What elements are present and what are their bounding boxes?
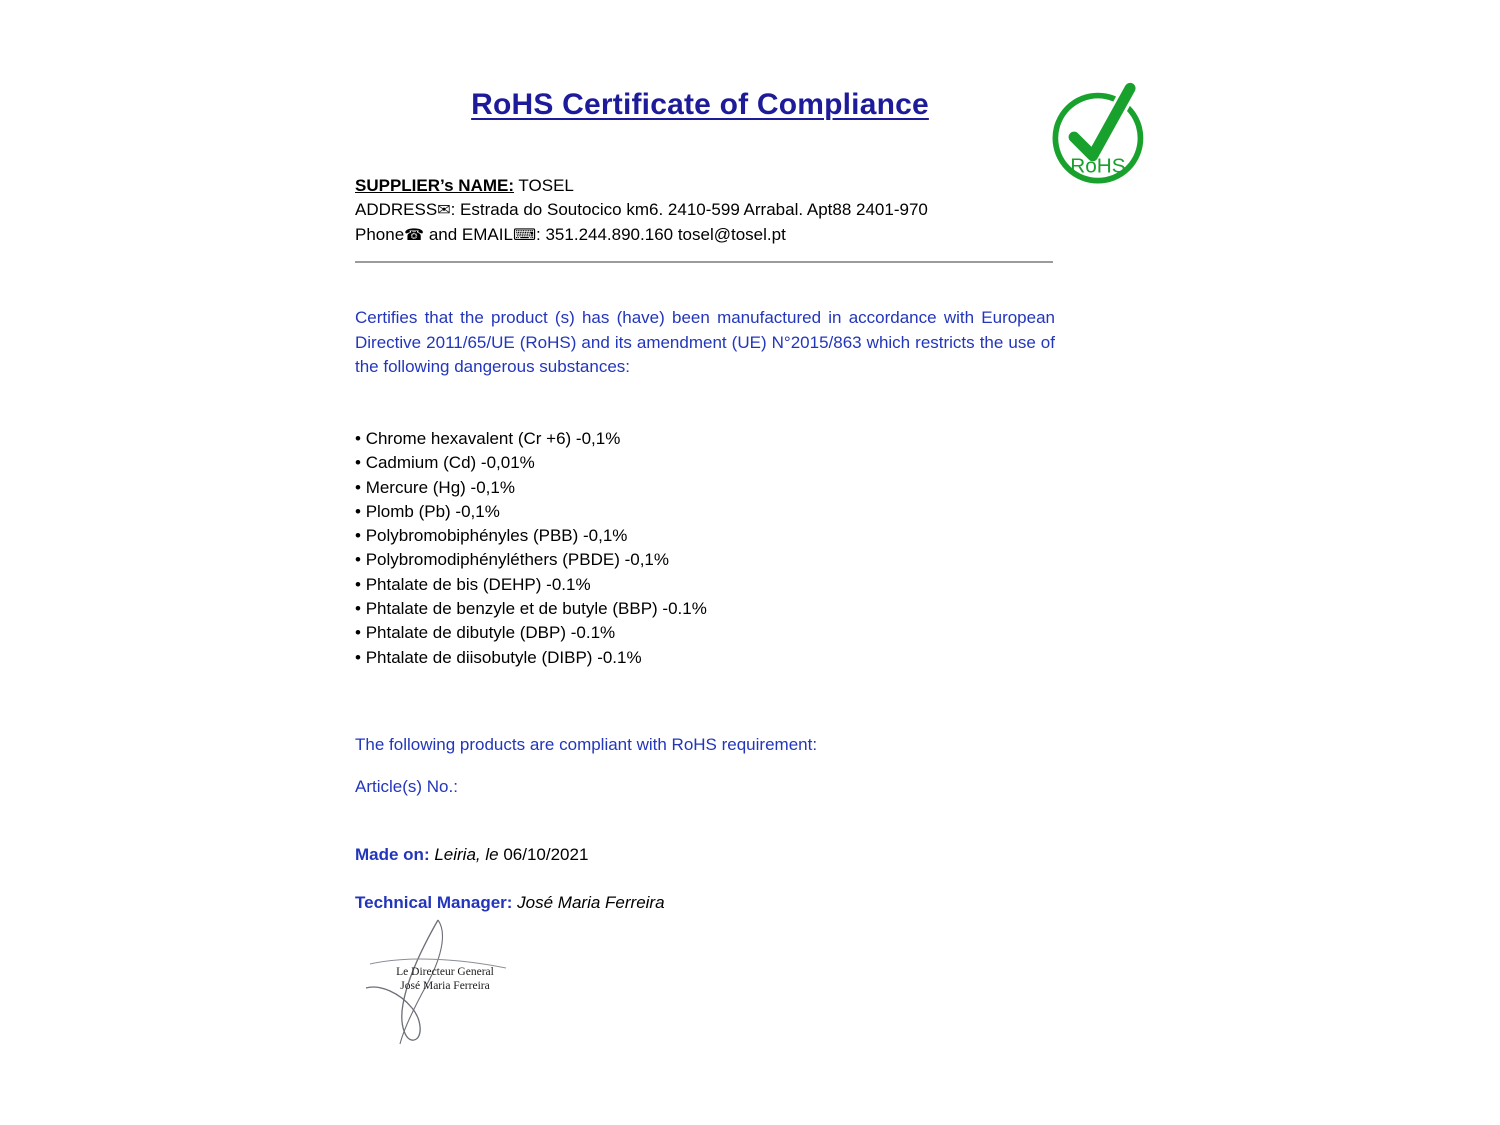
substance-item: • Phtalate de dibutyle (DBP) -0.1% xyxy=(355,621,707,645)
made-on-date: 06/10/2021 xyxy=(498,845,589,864)
logo-text: RoHS xyxy=(1070,154,1126,178)
supplier-address-line xyxy=(355,198,928,223)
phone-label: Phone xyxy=(355,225,405,244)
substance-item: • Mercure (Hg) -0,1% xyxy=(355,476,707,500)
compliance-line: The following products are compliant with RoHS requirement: xyxy=(355,735,818,754)
supplier-name-value: TOSEL xyxy=(514,176,574,195)
technical-manager-name: José Maria Ferreira xyxy=(512,893,665,912)
contact-value: : 351.244.890.160 tosel@tosel.pt xyxy=(536,225,786,244)
articles-label: Article(s) No.: xyxy=(355,777,458,796)
technical-manager-line xyxy=(355,893,665,913)
rohs-logo xyxy=(1048,80,1152,190)
substance-item: • Chrome hexavalent (Cr +6) -0,1% xyxy=(355,427,707,451)
substance-item: • Polybromodiphényléthers (PBDE) -0,1% xyxy=(355,548,707,572)
certification-statement: Certifies that the product (s) has (have) been manufactured in accordance with European Directive 2011/65/UE (RoHS) and its amendment (UE) N°2015/863 which restricts the use of the following dangerous substances: xyxy=(355,308,1055,376)
substance-item: • Phtalate de diisobutyle (DIBP) -0.1% xyxy=(355,646,707,670)
made-on-place: Leiria, le xyxy=(429,845,499,864)
computer-icon: ⌨ xyxy=(512,227,537,244)
substance-item: • Phtalate de bis (DEHP) -0.1% xyxy=(355,573,707,597)
supplier-name-line xyxy=(355,174,928,198)
email-label: and EMAIL xyxy=(424,225,513,244)
supplier-block xyxy=(355,174,928,248)
phone-icon: ☎ xyxy=(404,227,425,244)
signature-caption xyxy=(380,966,510,993)
address-label: ADDRESS xyxy=(355,200,438,219)
envelope-icon: ✉ xyxy=(437,202,451,219)
horizontal-rule xyxy=(355,261,1053,263)
substance-item: • Phtalate de benzyle et de butyle (BBP) -0.1% xyxy=(355,597,707,621)
signature-caption-line2: José Maria Ferreira xyxy=(400,979,490,992)
substance-item: • Plomb (Pb) -0,1% xyxy=(355,500,707,524)
supplier-name-label: SUPPLIER’s NAME: xyxy=(355,176,515,195)
address-value: : Estrada do Soutocico km6. 2410-599 Arrabal. Apt88 2401-970 xyxy=(450,200,928,219)
supplier-contact-line xyxy=(355,223,928,248)
page-title: RoHS Certificate of Compliance xyxy=(471,88,929,121)
substances-list xyxy=(355,427,707,670)
substance-item: • Cadmium (Cd) -0,01% xyxy=(355,451,707,475)
substance-item: • Polybromobiphényles (PBB) -0,1% xyxy=(355,524,707,548)
technical-manager-label: Technical Manager: xyxy=(355,893,513,912)
made-on-line xyxy=(355,845,588,865)
signature-caption-line1: Le Directeur General xyxy=(396,966,494,978)
made-on-label: Made on: xyxy=(355,845,430,864)
